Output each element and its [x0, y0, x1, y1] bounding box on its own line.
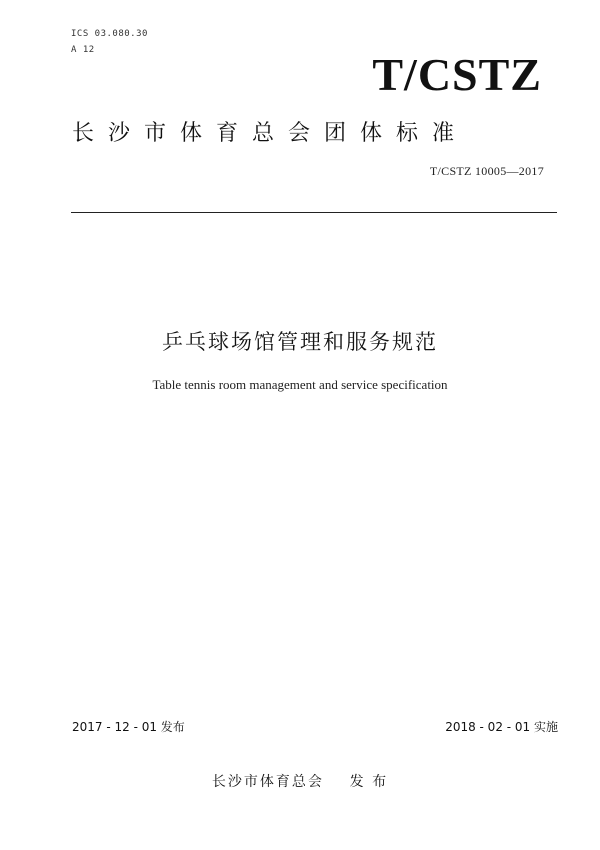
organization-standard-heading: 长沙市体育总会团体标准 — [72, 121, 469, 146]
issue-date: 2017 - 12 - 01 发布 — [72, 720, 185, 734]
implementation-date: 2018 - 02 - 01 实施 — [445, 720, 558, 734]
ics-code: ICS 03.080.30 — [71, 29, 148, 39]
document-title-chinese: 乒乓球场馆管理和服务规范 — [162, 330, 438, 354]
publisher-line: 长沙市体育总会 发 布 — [211, 774, 389, 790]
standard-brand: T/CSTZ — [372, 49, 542, 100]
standard-number: T/CSTZ 10005—2017 — [429, 164, 544, 178]
header-divider — [71, 212, 557, 213]
ccs-code: A 12 — [71, 45, 95, 55]
document-title-english: Table tennis room management and service specification — [152, 377, 448, 392]
